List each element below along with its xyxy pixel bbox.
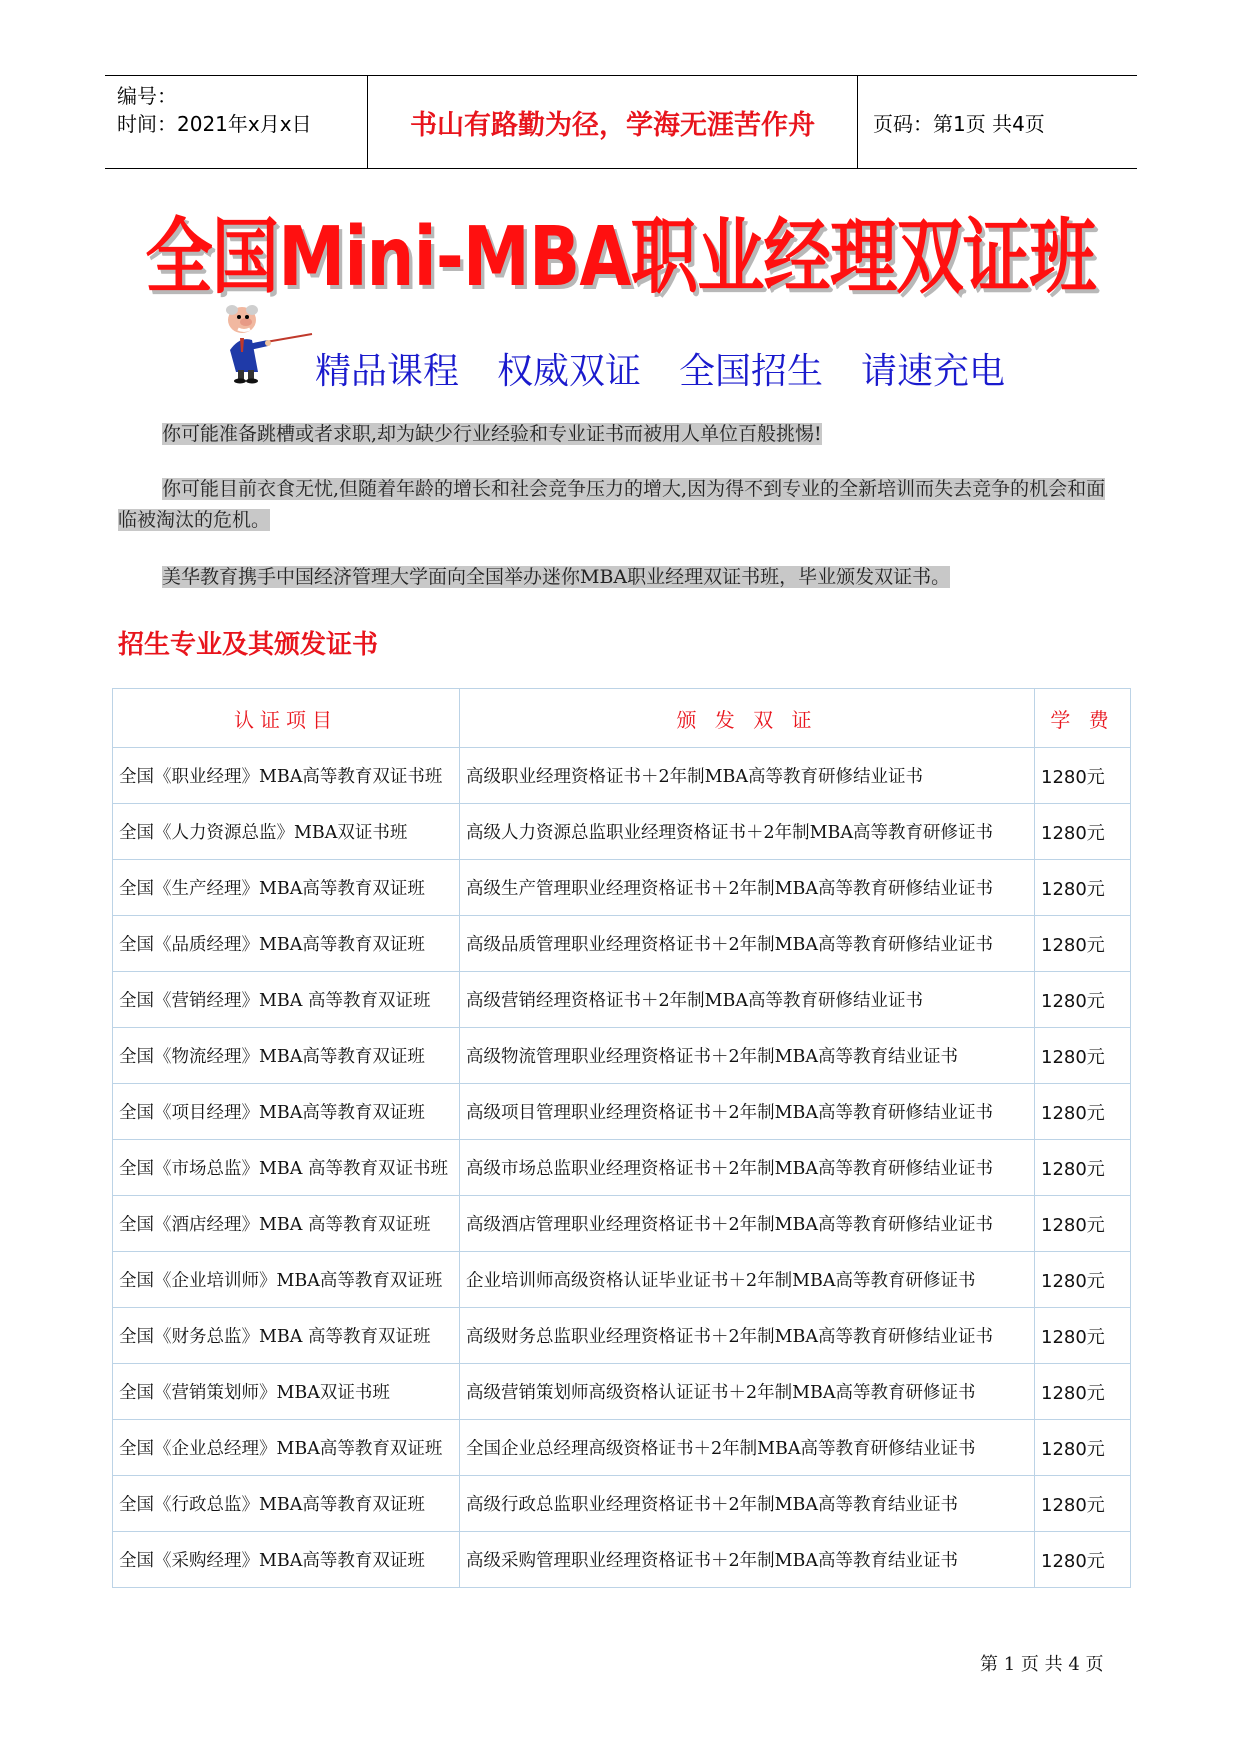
table-row bbox=[113, 1084, 1131, 1140]
program-name-cell: 全国《酒店经理》MBA 高等教育双证班 bbox=[113, 1196, 460, 1252]
table-row bbox=[113, 1532, 1131, 1588]
table-row bbox=[113, 972, 1131, 1028]
table-row bbox=[113, 860, 1131, 916]
fee-cell: 1280元 bbox=[1035, 972, 1131, 1028]
page-title: 全国Mini-MBA职业经理双证班 bbox=[145, 210, 1096, 305]
table-header-row bbox=[113, 689, 1131, 748]
header-divider bbox=[857, 76, 858, 168]
certificate-cell: 高级人力资源总监职业经理资格证书＋2年制MBA高等教育研修证书 bbox=[460, 804, 1035, 860]
intro-text: 美华教育携手中国经济管理大学面向全国举办迷你MBA职业经理双证书班，毕业颁发双证书。 bbox=[162, 566, 951, 588]
intro-paragraph bbox=[118, 419, 1108, 450]
document-header bbox=[105, 75, 1137, 169]
fee-cell: 1280元 bbox=[1035, 804, 1131, 860]
table-row bbox=[113, 1196, 1131, 1252]
certificate-cell: 高级项目管理职业经理资格证书＋2年制MBA高等教育研修结业证书 bbox=[460, 1084, 1035, 1140]
certificate-cell: 高级酒店管理职业经理资格证书＋2年制MBA高等教育研修结业证书 bbox=[460, 1196, 1035, 1252]
program-name-cell: 全国《营销策划师》MBA双证书班 bbox=[113, 1364, 460, 1420]
program-name-cell: 全国《职业经理》MBA高等教育双证书班 bbox=[113, 748, 460, 804]
certificate-cell: 高级财务总监职业经理资格证书＋2年制MBA高等教育研修结业证书 bbox=[460, 1308, 1035, 1364]
intro-paragraph bbox=[118, 562, 1108, 593]
slogan-item: 权威双证 bbox=[497, 351, 642, 392]
fee-cell: 1280元 bbox=[1035, 1196, 1131, 1252]
programs-table bbox=[112, 688, 1131, 1588]
certificate-cell: 高级生产管理职业经理资格证书＋2年制MBA高等教育研修结业证书 bbox=[460, 860, 1035, 916]
certificate-cell: 高级采购管理职业经理资格证书＋2年制MBA高等教育结业证书 bbox=[460, 1532, 1035, 1588]
program-name-cell: 全国《品质经理》MBA高等教育双证班 bbox=[113, 916, 460, 972]
certificate-cell: 高级品质管理职业经理资格证书＋2年制MBA高等教育研修结业证书 bbox=[460, 916, 1035, 972]
fee-cell: 1280元 bbox=[1035, 860, 1131, 916]
program-name-cell: 全国《采购经理》MBA高等教育双证班 bbox=[113, 1532, 460, 1588]
table-row bbox=[113, 1028, 1131, 1084]
fee-cell: 1280元 bbox=[1035, 1420, 1131, 1476]
program-name-cell: 全国《市场总监》MBA 高等教育双证书班 bbox=[113, 1140, 460, 1196]
table-row bbox=[113, 1476, 1131, 1532]
professor-mascot-icon bbox=[218, 300, 314, 384]
table-row bbox=[113, 1308, 1131, 1364]
fee-cell: 1280元 bbox=[1035, 1364, 1131, 1420]
table-row bbox=[113, 1252, 1131, 1308]
certificate-cell: 全国企业总经理高级资格证书＋2年制MBA高等教育研修结业证书 bbox=[460, 1420, 1035, 1476]
header-motto: 书山有路勤为径，学海无涯苦作舟 bbox=[410, 109, 815, 141]
certificate-cell: 高级营销策划师高级资格认证证书＋2年制MBA高等教育研修证书 bbox=[460, 1364, 1035, 1420]
table-row bbox=[113, 1140, 1131, 1196]
header-number-label: 编号： bbox=[117, 84, 177, 108]
fee-cell: 1280元 bbox=[1035, 748, 1131, 804]
fee-cell: 1280元 bbox=[1035, 916, 1131, 972]
intro-text: 你可能目前衣食无忧,但随着年龄的增长和社会竞争压力的增大,因为得不到专业的全新培训而失去竞争的机会和面临被淘汰的危机。 bbox=[118, 478, 1106, 531]
slogan-item: 请速充电 bbox=[861, 351, 1006, 392]
column-header: 认证项目 bbox=[113, 689, 460, 748]
header-time-label: 时间：2021年x月x日 bbox=[117, 112, 312, 136]
certificate-cell: 高级营销经理资格证书＋2年制MBA高等教育研修结业证书 bbox=[460, 972, 1035, 1028]
fee-cell: 1280元 bbox=[1035, 1308, 1131, 1364]
column-header: 颁 发 双 证 bbox=[460, 689, 1035, 748]
page-footer: 第 1 页 共 4 页 bbox=[980, 1654, 1104, 1675]
fee-cell: 1280元 bbox=[1035, 1140, 1131, 1196]
slogan-row bbox=[315, 343, 1043, 394]
certificate-cell: 高级职业经理资格证书＋2年制MBA高等教育研修结业证书 bbox=[460, 748, 1035, 804]
fee-cell: 1280元 bbox=[1035, 1252, 1131, 1308]
table-row bbox=[113, 804, 1131, 860]
column-header: 学 费 bbox=[1035, 689, 1131, 748]
certificate-cell: 高级行政总监职业经理资格证书＋2年制MBA高等教育结业证书 bbox=[460, 1476, 1035, 1532]
table-row bbox=[113, 1364, 1131, 1420]
header-meta bbox=[117, 82, 367, 138]
program-name-cell: 全国《企业总经理》MBA高等教育双证班 bbox=[113, 1420, 460, 1476]
program-name-cell: 全国《人力资源总监》MBA双证书班 bbox=[113, 804, 460, 860]
program-name-cell: 全国《物流经理》MBA高等教育双证班 bbox=[113, 1028, 460, 1084]
fee-cell: 1280元 bbox=[1035, 1532, 1131, 1588]
fee-cell: 1280元 bbox=[1035, 1028, 1131, 1084]
fee-cell: 1280元 bbox=[1035, 1476, 1131, 1532]
fee-cell: 1280元 bbox=[1035, 1084, 1131, 1140]
program-name-cell: 全国《企业培训师》MBA高等教育双证班 bbox=[113, 1252, 460, 1308]
certificate-cell: 高级物流管理职业经理资格证书＋2年制MBA高等教育结业证书 bbox=[460, 1028, 1035, 1084]
table-row bbox=[113, 748, 1131, 804]
certificate-cell: 企业培训师高级资格认证毕业证书＋2年制MBA高等教育研修证书 bbox=[460, 1252, 1035, 1308]
table-row bbox=[113, 1420, 1131, 1476]
intro-paragraph bbox=[118, 474, 1108, 536]
program-name-cell: 全国《营销经理》MBA 高等教育双证班 bbox=[113, 972, 460, 1028]
program-name-cell: 全国《财务总监》MBA 高等教育双证班 bbox=[113, 1308, 460, 1364]
program-name-cell: 全国《项目经理》MBA高等教育双证班 bbox=[113, 1084, 460, 1140]
slogan-item: 全国招生 bbox=[679, 351, 824, 392]
slogan-item: 精品课程 bbox=[315, 351, 460, 392]
section-title: 招生专业及其颁发证书 bbox=[118, 630, 379, 660]
program-name-cell: 全国《行政总监》MBA高等教育双证班 bbox=[113, 1476, 460, 1532]
header-page-info: 页码：第1页 共4页 bbox=[873, 111, 1045, 136]
program-name-cell: 全国《生产经理》MBA高等教育双证班 bbox=[113, 860, 460, 916]
certificate-cell: 高级市场总监职业经理资格证书＋2年制MBA高等教育研修结业证书 bbox=[460, 1140, 1035, 1196]
intro-text: 你可能准备跳槽或者求职,却为缺少行业经验和专业证书而被用人单位百般挑惕! bbox=[162, 423, 822, 445]
table-row bbox=[113, 916, 1131, 972]
